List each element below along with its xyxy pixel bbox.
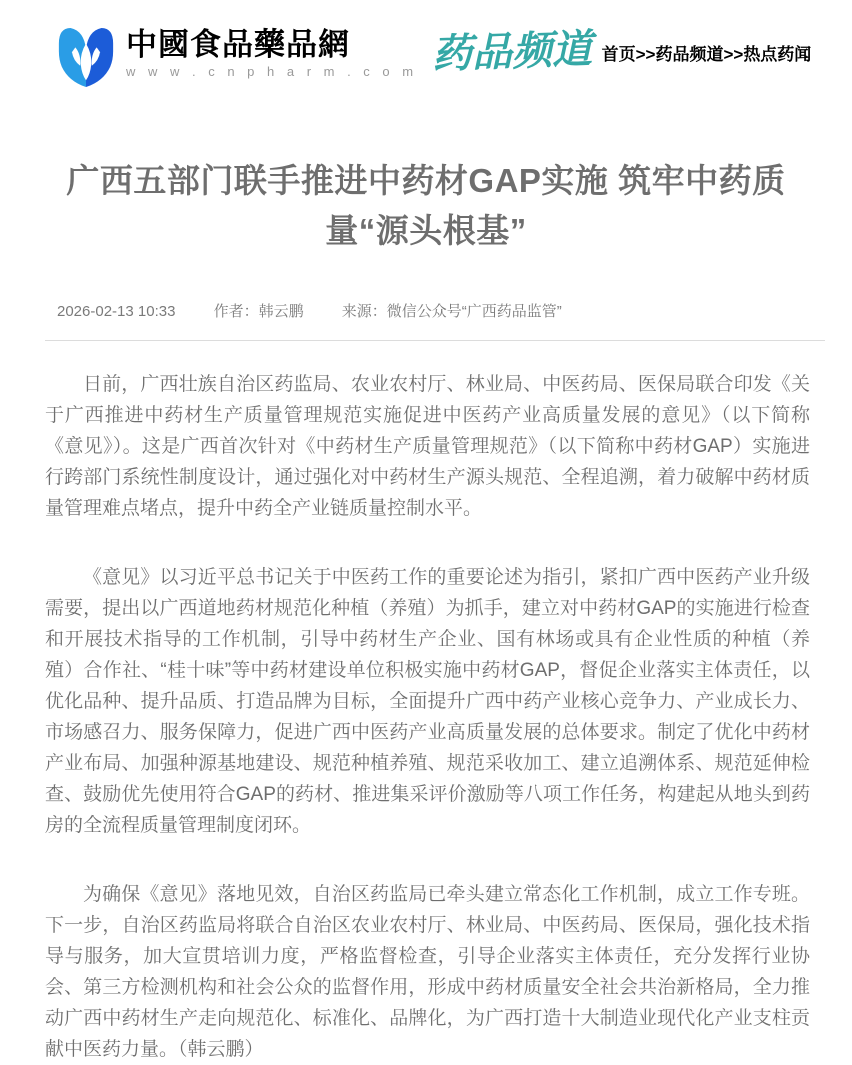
breadcrumb-home-link[interactable]: 首页	[601, 45, 636, 64]
site-url: w w w . c n p h a r m . c o m	[126, 64, 418, 79]
channel-logo-text: 药品频道	[430, 26, 593, 77]
site-logo-icon	[55, 24, 117, 90]
breadcrumb-channel-link[interactable]: 药品频道	[655, 45, 724, 64]
article-source: 来源：微信公众号“广西药品监管”	[341, 303, 562, 320]
article-paragraph: 为确保《意见》落地见效，自治区药监局已牵头建立常态化工作机制，成立工作专班。下一步，自治区药监局将联合自治区农业农村厅、林业局、中医药局、医保局，强化技术指导与服务，加大宣贯培训力度，严格监督检查，引导企业落实主体责任，充分发挥行业协会、第三方检测机构和社会公众的监督作用，形成中药材质量安全社会共治新格局，全力推动广西中药材生产走向规范化、标准化、品牌化，为广西打造十大制造业现代化产业支柱贡献中医药力量。（韩云鹏）	[45, 884, 810, 1060]
meta-divider	[45, 340, 825, 341]
article-author: 作者：韩云鹏	[213, 303, 304, 320]
breadcrumb-current-page[interactable]: 热点药闻	[743, 45, 812, 64]
site-logo-link[interactable]	[55, 24, 418, 90]
article-paragraph: 《意见》以习近平总书记关于中医药工作的重要论述为指引，紧扣广西中医药产业升级需要，提出以广西道地药材规范化种植（养殖）为抓手，建立对中药材GAP的实施进行检查和开展技术指导的工作机制，引导中药材生产企业、国有林场或具有企业性质的种植（养殖）合作社、“桂十味”等中药材建设单位积极实施中药材GAP，督促企业落实主体责任，以优化品种、提升品质、打造品牌为目标，全面提升广西中药产业核心竞争力、产业成长力、市场感召力、服务保障力，促进广西中医药产业高质量发展的总体要求。制定了优化中药材产业布局、加强种源基地建设、规范种植养殖、规范采收加工、建立追溯体系、规范延伸检查、鼓励优先使用符合GAP的药材、推进集采评价激励等八项工作任务，构建起从地头到药房的全流程质量管理制度闭环。	[45, 567, 810, 836]
article-date: 2026-02-13 10:33	[57, 303, 176, 320]
article-body	[0, 369, 852, 1065]
breadcrumb-separator: >>	[635, 45, 656, 64]
breadcrumb	[602, 40, 812, 65]
article-paragraph: 日前，广西壮族自治区药监局、农业农村厅、林业局、中医药局、医保局联合印发《关于广西推进中药材生产质量管理规范实施促进中医药产业高质量发展的意见》（以下简称《意见》）。这是广西首次针对《中药材生产质量管理规范》（以下简称中药材GAP）实施进行跨部门系统性制度设计，通过强化对中药材生产源头规范、全程追溯，着力破解中药材质量管理难点堵点，提升中药全产业链质量控制水平。	[45, 374, 810, 519]
article-meta	[57, 300, 852, 321]
article-title: 广西五部门联手推进中药材GAP实施 筑牢中药质量“源头根基”	[66, 162, 786, 249]
site-name: 中國食品藥品網	[126, 27, 350, 62]
breadcrumb-separator: >>	[723, 45, 744, 64]
page-header	[0, 0, 852, 100]
site-logo-text	[126, 28, 418, 79]
